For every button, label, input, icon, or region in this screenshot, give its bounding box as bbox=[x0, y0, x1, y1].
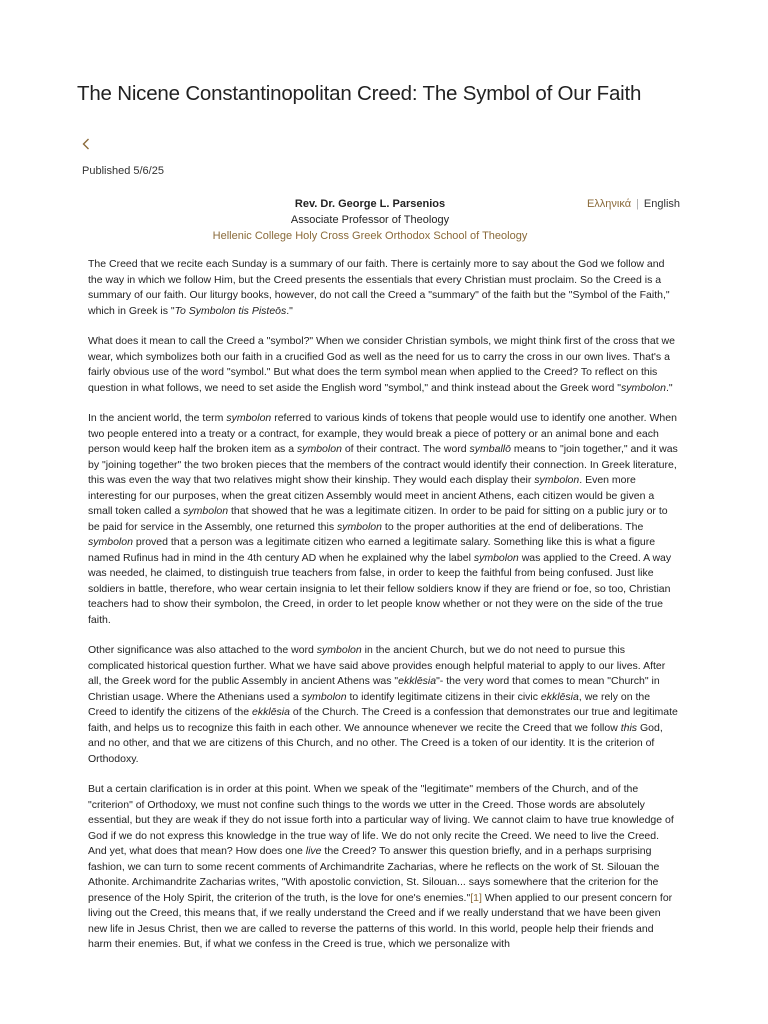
paragraph-text: God, and no other, and that we are citizens of this Church, and no other. The Creed is a token of our identity. It is the criterion of Orthodoxy. bbox=[88, 721, 663, 765]
paragraph-text: But a certain clarification is in order at this point. When we speak of the "legitimate" members of the Church, and of the "criterion" of Orthodoxy, we must not confine such things to the words we utter in the Creed. Those words are absolutely essential, but they are weak if they do not issue forth into a particular way of living. We cannot claim to have true knowledge of God if we do not express this knowledge in the true way of life. We do not only recite the Creed. We need to live the Creed. And yet, what does that mean? How does one bbox=[88, 783, 674, 857]
italic-term: symbolon bbox=[337, 520, 382, 533]
language-link-greek[interactable]: Ελληνικά bbox=[586, 198, 632, 210]
italic-term: To Symbolon tis Pisteōs bbox=[174, 304, 287, 317]
italic-term: live bbox=[305, 845, 322, 857]
paragraph-text: was applied to the Creed. A way was needed, he claimed, to distinguish true teachers from false, in order to keep the faithful from being confused. Just like soldiers in battle, therefore, who wear certain insignia to let their fellow soldiers know if they are friend or foe, so too, Christian teachers had to show their symbolon, the Creed, in order to let people know whether or not they were on the side of the true faith. bbox=[88, 551, 672, 626]
italic-term: ekklēsia bbox=[398, 675, 437, 687]
italic-term: this bbox=[620, 721, 638, 734]
paragraph-text: "- the very word that comes to mean "Church" in Christian usage. Where the Athenians used a bbox=[88, 675, 660, 703]
article-body bbox=[88, 257, 680, 968]
language-link-english[interactable]: English bbox=[643, 198, 680, 210]
paragraph-text: to identify legitimate citizens in their civic bbox=[346, 690, 541, 703]
language-switcher bbox=[587, 198, 680, 210]
italic-term: symbolon bbox=[473, 551, 519, 564]
italic-term: ekklēsia bbox=[540, 690, 579, 703]
author-role: Associate Professor of Theology bbox=[290, 214, 450, 226]
paragraph-text: means to "join together," and it was by "joining together" the two broken pieces that the members of the contract would identify their connection. In Greek literature, this was even the way that two relatives might show their kinship. They would each display their bbox=[88, 443, 678, 486]
author-school-link[interactable]: Hellenic College Holy Cross Greek Orthodox School of Theology bbox=[212, 230, 528, 242]
italic-term: symbolon bbox=[183, 505, 229, 517]
article-paragraph bbox=[88, 411, 680, 628]
italic-term: symballō bbox=[469, 443, 511, 455]
back-chevron-left-icon[interactable] bbox=[82, 138, 90, 154]
paragraph-text: ." bbox=[286, 304, 293, 317]
paragraph-text: to the proper authorities at the end of deliberations. The bbox=[381, 520, 644, 533]
italic-term: ekklēsia bbox=[252, 706, 290, 718]
article-paragraph bbox=[88, 782, 680, 953]
paragraph-text: . Even more interesting for our purposes, when the great citizen Assembly would meet in ancient Athens, each citizen would be given a small token called a bbox=[88, 474, 655, 517]
chevron-left-icon bbox=[82, 138, 90, 150]
paragraph-text: in the ancient Church, but we do not need to pursue this complicated historical question further. What we have said above provides enough helpful material to apply to our lives. After all, the Greek word for the public Assembly in ancient Athens was " bbox=[88, 644, 666, 687]
article-paragraph bbox=[88, 257, 680, 319]
paragraph-text: that showed that he was a legitimate citizen. In order to be paid for sitting on a public jury or to be paid for service in the Assembly, one returned this bbox=[88, 505, 668, 533]
paragraph-text: The Creed that we recite each Sunday is a summary of our faith. There is certainly more to say about the God we follow and the way in which we follow Him, but the Creed presents the essentials that every Christian must proclaim. So the Creed is a summary of our faith. Our liturgy books, however, do not call the Creed a "summary" of the faith but the "Symbol of the Faith," which in Greek is " bbox=[88, 258, 670, 317]
paragraph-text: proved that a person was a legitimate citizen who earned a legitimate salary. Something like this is what a figure named Rufinus had in mind in the 4th century AD when he explained why the label bbox=[88, 536, 656, 564]
italic-term: symbolon bbox=[296, 443, 342, 455]
paragraph-text: Other significance was also attached to the word bbox=[88, 644, 317, 656]
paragraph-text: the Creed? To answer this question briefly, and in a perhaps surprising fashion, we can turn to some recent comments of Archimandrite Zacharias, where he reflects on the work of St. Silouan the Athonite. Archimandrite Zacharias writes, "With apostolic conviction, St. Silouan... says somewhere that the criterion for the presence of the Holy Spirit, the criterion of the truth, is the love for one's enemies." bbox=[88, 845, 660, 904]
article-paragraph bbox=[88, 334, 680, 396]
page-title: The Nicene Constantinopolitan Creed: The Symbol of Our Faith bbox=[77, 82, 642, 105]
author-name: Rev. Dr. George L. Parsenios bbox=[294, 198, 446, 210]
article-paragraph bbox=[88, 643, 680, 767]
italic-term: symbolon bbox=[620, 381, 666, 394]
italic-term: symbolon bbox=[534, 474, 580, 486]
paragraph-text: , we rely on the Creed to identify the citizens of the bbox=[88, 690, 651, 718]
italic-term: symbolon bbox=[226, 412, 272, 424]
italic-term: symbolon bbox=[316, 644, 362, 656]
paragraph-text: referred to various kinds of tokens that people would use to identify one another. When two people entered into a treaty or a contract, for example, they would break a piece of pottery or an animal bone and each person would keep half the broken item as a bbox=[88, 412, 677, 455]
paragraph-text: In the ancient world, the term bbox=[88, 412, 227, 424]
paragraph-text: ." bbox=[665, 381, 673, 394]
paragraph-text: of their contract. The word bbox=[341, 443, 470, 455]
paragraph-text: of the Church. The Creed is a confession that demonstrates our true and legitimate faith, and helps us to recognize this faith in each other. We announce whenever we recite the Creed that we follow bbox=[88, 706, 678, 734]
paragraph-text: What does it mean to call the Creed a "symbol?" When we consider Christian symbols, we might think first of the cross that we wear, which symbolizes both our faith in a crucified God as well as the need for us to carry the cross in our own lives. That's a fairly obvious use of the word "symbol." But what does the term symbol mean when applied to the Creed? To reflect on this question in what follows, we need to set aside the English word "symbol," and think instead about the Greek word " bbox=[88, 335, 675, 394]
italic-term: symbolon bbox=[301, 690, 347, 703]
paragraph-text: When applied to our present concern for living out the Creed, this means that, if we really understand the Creed and if we really understand that we have been given new life in Jesus Christ, then we are called to reverse the patterns of this world. In this world, people help their friends and harm their enemies. But, if what we confess in the Creed is true, which we personalize with bbox=[88, 891, 673, 950]
footnote-link[interactable]: [1] bbox=[470, 891, 482, 904]
italic-term: symbolon bbox=[88, 536, 133, 548]
author-block bbox=[200, 196, 540, 244]
language-separator: | bbox=[636, 198, 639, 210]
published-date: Published 5/6/25 bbox=[82, 165, 164, 177]
